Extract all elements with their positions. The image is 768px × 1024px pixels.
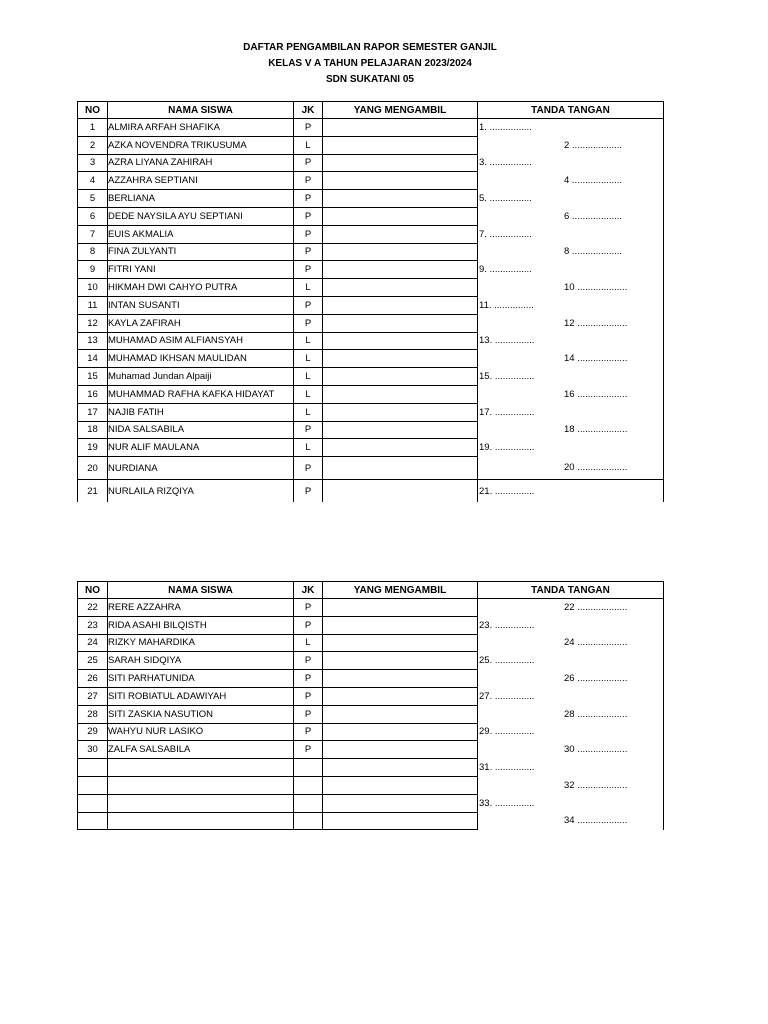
- signature-line: 4 ...................: [564, 175, 623, 187]
- cell-no: [78, 776, 108, 794]
- table-row: [78, 480, 664, 503]
- col-header-name: NAMA SISWA: [108, 102, 294, 119]
- cell-no: [78, 794, 108, 812]
- cell-name: DEDE NAYSILA AYU SEPTIANI: [108, 207, 294, 225]
- cell-signature: [478, 599, 664, 617]
- cell-name: RIDA ASAHI BILQISTH: [108, 616, 294, 634]
- cell-signature: [478, 207, 664, 225]
- cell-ambil: [323, 480, 478, 503]
- cell-signature: [478, 421, 664, 439]
- cell-ambil: [323, 776, 478, 794]
- cell-jk: L: [294, 279, 323, 297]
- table-row: [78, 794, 664, 812]
- cell-name: KAYLA ZAFIRAH: [108, 314, 294, 332]
- table-row: [78, 759, 664, 777]
- table-row: [78, 279, 664, 297]
- col-header-ttd: TANDA TANGAN: [478, 582, 664, 599]
- cell-ambil: [323, 759, 478, 777]
- col-header-ttd: TANDA TANGAN: [478, 102, 664, 119]
- cell-jk: P: [294, 670, 323, 688]
- cell-name: RERE AZZAHRA: [108, 599, 294, 617]
- cell-no: 3: [78, 154, 108, 172]
- cell-signature: [478, 190, 664, 208]
- table-header-row: [78, 582, 664, 599]
- cell-name: [108, 759, 294, 777]
- cell-no: 30: [78, 741, 108, 759]
- cell-signature: [478, 314, 664, 332]
- signature-line: 8 ...................: [564, 246, 623, 258]
- table-header-row: [78, 102, 664, 119]
- cell-ambil: [323, 687, 478, 705]
- signature-line: 6 ...................: [564, 210, 623, 222]
- signature-line: 25. ...............: [479, 655, 535, 667]
- cell-signature: [478, 741, 664, 759]
- col-header-no: NO: [78, 582, 108, 599]
- cell-signature: [478, 670, 664, 688]
- cell-name: SITI ROBIATUL ADAWIYAH: [108, 687, 294, 705]
- cell-ambil: [323, 243, 478, 261]
- signature-line: 19. ...............: [479, 442, 535, 454]
- signature-line: 32 ...................: [564, 779, 628, 791]
- cell-name: INTAN SUSANTI: [108, 296, 294, 314]
- table-row: [78, 670, 664, 688]
- col-header-ambil: YANG MENGAMBIL: [323, 582, 478, 599]
- table-row: [78, 136, 664, 154]
- signature-line: 14 ...................: [564, 353, 628, 365]
- table-row: [78, 687, 664, 705]
- cell-no: 6: [78, 207, 108, 225]
- cell-jk: P: [294, 457, 323, 480]
- cell-ambil: [323, 314, 478, 332]
- signature-line: 24 ...................: [564, 637, 628, 649]
- attendance-table-1: [77, 101, 664, 502]
- cell-signature: [478, 368, 664, 386]
- cell-ambil: [323, 723, 478, 741]
- signature-line: 21. ...............: [479, 485, 535, 497]
- cell-signature: [478, 457, 664, 480]
- cell-jk: P: [294, 480, 323, 503]
- table-row: [78, 723, 664, 741]
- doc-title-line1: DAFTAR PENGAMBILAN RAPOR SEMESTER GANJIL: [243, 42, 497, 53]
- cell-no: 27: [78, 687, 108, 705]
- cell-no: 13: [78, 332, 108, 350]
- cell-no: 9: [78, 261, 108, 279]
- cell-signature: [478, 652, 664, 670]
- col-header-jk: JK: [294, 102, 323, 119]
- cell-no: 14: [78, 350, 108, 368]
- table-row: [78, 457, 664, 480]
- cell-signature: [478, 480, 664, 503]
- cell-signature: [478, 172, 664, 190]
- cell-no: [78, 812, 108, 830]
- cell-no: 23: [78, 616, 108, 634]
- signature-line: 30 ...................: [564, 744, 628, 756]
- cell-name: AZRA LIYANA ZAHIRAH: [108, 154, 294, 172]
- table-row: [78, 296, 664, 314]
- cell-no: 18: [78, 421, 108, 439]
- cell-signature: [478, 296, 664, 314]
- cell-jk: P: [294, 225, 323, 243]
- table-row: [78, 652, 664, 670]
- cell-name: [108, 776, 294, 794]
- cell-ambil: [323, 670, 478, 688]
- cell-jk: [294, 776, 323, 794]
- table-row: [78, 368, 664, 386]
- cell-signature: [478, 119, 664, 137]
- cell-ambil: [323, 385, 478, 403]
- signature-line: 26 ...................: [564, 673, 628, 685]
- cell-jk: L: [294, 350, 323, 368]
- cell-ambil: [323, 794, 478, 812]
- cell-ambil: [323, 812, 478, 830]
- cell-no: 16: [78, 385, 108, 403]
- signature-line: 18 ...................: [564, 424, 628, 436]
- cell-ambil: [323, 652, 478, 670]
- cell-no: 29: [78, 723, 108, 741]
- cell-jk: P: [294, 261, 323, 279]
- cell-signature: [478, 794, 664, 812]
- table-row: [78, 439, 664, 457]
- cell-signature: [478, 439, 664, 457]
- cell-jk: P: [294, 243, 323, 261]
- cell-name: NURDIANA: [108, 457, 294, 480]
- cell-jk: P: [294, 154, 323, 172]
- signature-line: 12 ...................: [564, 317, 628, 329]
- cell-name: RIZKY MAHARDIKA: [108, 634, 294, 652]
- table-row: [78, 207, 664, 225]
- cell-jk: P: [294, 190, 323, 208]
- table-row: [78, 403, 664, 421]
- cell-ambil: [323, 190, 478, 208]
- cell-name: SARAH SIDQIYA: [108, 652, 294, 670]
- table-row: [78, 776, 664, 794]
- cell-name: NUR ALIF MAULANA: [108, 439, 294, 457]
- cell-jk: P: [294, 172, 323, 190]
- cell-signature: [478, 759, 664, 777]
- signature-line: 11. ...............: [479, 299, 534, 311]
- cell-no: 4: [78, 172, 108, 190]
- cell-jk: L: [294, 439, 323, 457]
- signature-line: 9. ................: [479, 264, 532, 276]
- cell-jk: P: [294, 741, 323, 759]
- signature-line: 7. ................: [479, 228, 532, 240]
- cell-jk: P: [294, 314, 323, 332]
- cell-name: AZKA NOVENDRA TRIKUSUMA: [108, 136, 294, 154]
- cell-signature: [478, 225, 664, 243]
- cell-no: 12: [78, 314, 108, 332]
- cell-no: 1: [78, 119, 108, 137]
- cell-jk: P: [294, 421, 323, 439]
- signature-line: 20 ...................: [564, 462, 628, 474]
- table-row: [78, 314, 664, 332]
- cell-jk: P: [294, 119, 323, 137]
- signature-line: 10 ...................: [564, 282, 628, 294]
- cell-name: SITI PARHATUNIDA: [108, 670, 294, 688]
- cell-ambil: [323, 741, 478, 759]
- col-header-jk: JK: [294, 582, 323, 599]
- cell-no: 25: [78, 652, 108, 670]
- doc-title-line2: KELAS V A TAHUN PELAJARAN 2023/2024: [268, 58, 472, 69]
- cell-no: 8: [78, 243, 108, 261]
- cell-no: 11: [78, 296, 108, 314]
- cell-signature: [478, 403, 664, 421]
- signature-line: 5. ................: [479, 193, 532, 205]
- cell-no: 26: [78, 670, 108, 688]
- cell-signature: [478, 261, 664, 279]
- cell-no: 7: [78, 225, 108, 243]
- cell-ambil: [323, 225, 478, 243]
- cell-name: ALMIRA ARFAH SHAFIKA: [108, 119, 294, 137]
- cell-name: SITI ZASKIA NASUTION: [108, 705, 294, 723]
- cell-ambil: [323, 172, 478, 190]
- signature-line: 1. ................: [479, 122, 532, 134]
- cell-jk: [294, 812, 323, 830]
- cell-signature: [478, 687, 664, 705]
- cell-name: HIKMAH DWI CAHYO PUTRA: [108, 279, 294, 297]
- cell-name: NIDA SALSABILA: [108, 421, 294, 439]
- col-header-no: NO: [78, 102, 108, 119]
- signature-line: 16 ...................: [564, 388, 628, 400]
- cell-signature: [478, 616, 664, 634]
- signature-line: 3. ................: [479, 157, 532, 169]
- table-row: [78, 812, 664, 830]
- table-row: [78, 385, 664, 403]
- cell-jk: [294, 759, 323, 777]
- cell-ambil: [323, 634, 478, 652]
- cell-signature: [478, 776, 664, 794]
- signature-line: 23. ...............: [479, 619, 535, 631]
- cell-signature: [478, 243, 664, 261]
- cell-name: FINA ZULYANTI: [108, 243, 294, 261]
- doc-title-line3: SDN SUKATANI 05: [326, 74, 414, 85]
- cell-ambil: [323, 136, 478, 154]
- cell-no: 22: [78, 599, 108, 617]
- cell-ambil: [323, 705, 478, 723]
- cell-signature: [478, 385, 664, 403]
- cell-no: 2: [78, 136, 108, 154]
- cell-name: NAJIB FATIH: [108, 403, 294, 421]
- cell-name: [108, 812, 294, 830]
- cell-name: AZZAHRA SEPTIANI: [108, 172, 294, 190]
- cell-ambil: [323, 599, 478, 617]
- table-row: [78, 332, 664, 350]
- cell-ambil: [323, 296, 478, 314]
- cell-signature: [478, 279, 664, 297]
- cell-ambil: [323, 368, 478, 386]
- cell-name: MUHAMAD ASIM ALFIANSYAH: [108, 332, 294, 350]
- cell-name: WAHYU NUR LASIKO: [108, 723, 294, 741]
- cell-ambil: [323, 207, 478, 225]
- signature-line: 33. ...............: [479, 797, 535, 809]
- signature-line: 15. ...............: [479, 371, 535, 383]
- cell-no: 15: [78, 368, 108, 386]
- cell-ambil: [323, 350, 478, 368]
- cell-jk: P: [294, 296, 323, 314]
- cell-no: 28: [78, 705, 108, 723]
- cell-no: 20: [78, 457, 108, 480]
- cell-ambil: [323, 261, 478, 279]
- cell-ambil: [323, 154, 478, 172]
- cell-no: 21: [78, 480, 108, 503]
- cell-signature: [478, 350, 664, 368]
- cell-jk: P: [294, 705, 323, 723]
- table-row: [78, 599, 664, 617]
- cell-no: 10: [78, 279, 108, 297]
- cell-jk: L: [294, 634, 323, 652]
- cell-signature: [478, 136, 664, 154]
- cell-signature: [478, 812, 664, 830]
- cell-ambil: [323, 279, 478, 297]
- cell-ambil: [323, 403, 478, 421]
- signature-line: 13. ...............: [479, 335, 535, 347]
- cell-name: [108, 794, 294, 812]
- cell-no: [78, 759, 108, 777]
- signature-line: 2 ...................: [564, 139, 623, 151]
- cell-ambil: [323, 616, 478, 634]
- cell-no: 17: [78, 403, 108, 421]
- signature-line: 29. ...............: [479, 726, 535, 738]
- cell-signature: [478, 332, 664, 350]
- cell-jk: L: [294, 332, 323, 350]
- cell-name: ZALFA SALSABILA: [108, 741, 294, 759]
- cell-no: 5: [78, 190, 108, 208]
- cell-ambil: [323, 439, 478, 457]
- table-row: [78, 172, 664, 190]
- table-row: [78, 119, 664, 137]
- cell-ambil: [323, 332, 478, 350]
- col-header-ambil: YANG MENGAMBIL: [323, 102, 478, 119]
- cell-name: FITRI YANI: [108, 261, 294, 279]
- cell-jk: P: [294, 687, 323, 705]
- cell-name: MUHAMMAD RAFHA KAFKA HIDAYAT: [108, 385, 294, 403]
- signature-line: 17. ...............: [479, 406, 535, 418]
- cell-jk: L: [294, 385, 323, 403]
- signature-line: 28 ...................: [564, 708, 628, 720]
- cell-name: BERLIANA: [108, 190, 294, 208]
- cell-name: NURLAILA RIZQIYA: [108, 480, 294, 503]
- table-row: [78, 154, 664, 172]
- signature-line: 22 ...................: [564, 602, 628, 614]
- signature-line: 34 ...................: [564, 815, 628, 827]
- cell-no: 24: [78, 634, 108, 652]
- table-row: [78, 741, 664, 759]
- table-row: [78, 634, 664, 652]
- cell-no: 19: [78, 439, 108, 457]
- table-row: [78, 705, 664, 723]
- cell-ambil: [323, 457, 478, 480]
- cell-name: MUHAMAD IKHSAN MAULIDAN: [108, 350, 294, 368]
- cell-name: EUIS AKMALIA: [108, 225, 294, 243]
- cell-jk: P: [294, 207, 323, 225]
- signature-line: 31. ...............: [479, 762, 535, 774]
- table-row: [78, 421, 664, 439]
- table-row: [78, 190, 664, 208]
- cell-signature: [478, 154, 664, 172]
- cell-jk: L: [294, 403, 323, 421]
- cell-jk: P: [294, 616, 323, 634]
- table-row: [78, 261, 664, 279]
- table-row: [78, 616, 664, 634]
- cell-jk: L: [294, 368, 323, 386]
- table-row: [78, 243, 664, 261]
- signature-line: 27. ...............: [479, 690, 535, 702]
- cell-jk: P: [294, 599, 323, 617]
- cell-jk: P: [294, 652, 323, 670]
- cell-signature: [478, 723, 664, 741]
- table-row: [78, 225, 664, 243]
- cell-name: Muhamad Jundan Alpaiji: [108, 368, 294, 386]
- cell-ambil: [323, 119, 478, 137]
- cell-signature: [478, 634, 664, 652]
- table-row: [78, 350, 664, 368]
- cell-jk: L: [294, 136, 323, 154]
- cell-jk: [294, 794, 323, 812]
- attendance-table-2: [77, 581, 664, 830]
- col-header-name: NAMA SISWA: [108, 582, 294, 599]
- cell-jk: P: [294, 723, 323, 741]
- cell-signature: [478, 705, 664, 723]
- cell-ambil: [323, 421, 478, 439]
